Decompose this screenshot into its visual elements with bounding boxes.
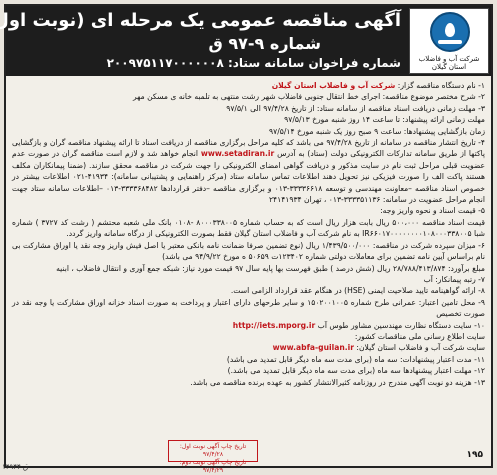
item-10-company: سایت شرکت آب و فاضلاب استان گیلان: www.abfa-guilan.ir [12, 342, 485, 353]
ad-body [12, 80, 485, 432]
item-6-estimate: مبلغ برآورد: ۲۸/۷۸۸/۴۱۳/۸۷۴ ریال (شش درصد ) طبق فهرست بها پایه سال ۹۷ قیمت مورد نیاز: شبکه جمع آوری و انتقال فاضلاب ، ابنیه [12, 263, 485, 274]
item-7: ۷- رتبه پیمانکار: آب [12, 274, 485, 285]
item-10-national: سایت اطلاع رسانی ملی مناقصات کشور: [12, 331, 485, 342]
item-13: ۱۳- هزینه دو نوبت آگهی مندرج در روزنامه کثیرالانتشار کشور به عهده برنده مناقصه می باشد. [12, 377, 485, 388]
item-12: ۱۲- مهلت اعتبار پیشنهادها سه ماه (برای مدت سه ماه دیگر قابل تمدید می باشد.) [12, 365, 485, 376]
ad-header [6, 6, 491, 76]
logo-caption: شرکت آب و فاضلاب استان گیلان [412, 55, 486, 71]
ad-code: ق ۱۴۹۴۴ [2, 463, 28, 471]
item-3-opening: زمان بازگشایی پیشنهادها: ساعت ۹ صبح روز یک شنبه مورخ ۹۷/۵/۱۴ [12, 126, 485, 137]
abfa-link[interactable]: www.abfa-guilan.ir [273, 343, 354, 352]
company-logo [409, 8, 489, 74]
ad-footer [6, 434, 491, 466]
iets-link[interactable]: http://iets.mporg.ir [233, 321, 315, 330]
item-9: ۹- محل تامین اعتبار: عمرانی طرح شماره ۱۵۰۲۰۰۱۰۰۵ و سایر طرحهای دارای اعتبار و پرداخت به صورت اسناد خزانه اوراق مشارکت یا وجه نقد در صورت تخصیص [12, 297, 485, 320]
item-11: ۱۱- مدت اعتبار پیشنهادات: سه ماه (برای مدت سه ماه دیگر قابل تمدید می باشد) [12, 354, 485, 365]
item-3-deadline: مهلت زمانی ارائه پیشنهاد: تا ساعت ۱۴ روز شنبه مورخ ۹۷/۵/۱۳ [12, 114, 485, 125]
tender-number: شماره ۹-۹۷ ق [208, 34, 321, 53]
item-5-details: قیمت اسناد مناقصه ۵۰۰،۰۰۰ ریال بابت هزار ریال است که به حساب شماره ۸۰۰۰۳۳۸۰۰۵ -۰۱۰۸ بانک ملی شعبه محتشم ( رشت کد ۳۷۲۷ ) شماره شبا IR۶۶۰۱۷۰۰۰۰۰۰۰۰۱۰۸۰۰۰۳۳۸۰۰۵ به نام شرکت آب و فاضلاب استان گیلان فقط بصورت الکترونیکی از درگاه سامانه واریز گردد. [12, 217, 485, 240]
item-5: ۵- قیمت اسناد و نحوه واریز وجه: [12, 205, 485, 216]
item-1: ۱- نام دستگاه مناقصه گزار: شرکت آب و فاضلاب استان گیلان [12, 80, 485, 91]
organizer-name: شرکت آب و فاضلاب استان گیلان [272, 81, 396, 90]
water-drop-icon [430, 12, 470, 52]
print-date-stamp: تاریخ چاپ آگهی نوبت اول: ۹۷/۴/۲۸ تاریخ چاپ آگهی نوبت دوم: ۹۷/۴/۲۹ [168, 440, 258, 462]
item-8: ۸- ارائه گواهینامه تایید صلاحیت ایمنی (HSE) در هنگام عقد قرارداد الزامی است. [12, 285, 485, 296]
item-4: ۴- تاریخ انتشار مناقصه در سامانه از تاریخ ۹۷/۴/۲۸ می باشد که کلیه مراحل برگزاری مناقصه از دریافت اسناد تا ارائه پیشنهاد مناقصه گران و بازگشایی پاکتها از طریق سامانه تدارکات الکترونیکی دولت (ستاد) به آدرس www.setadiran.ir انجام خواهد شد و لازم است مناقصه گران در صورت عدم عضویت قبلی مراحل ثبت نام در سایت مذکور و دریافت گواهی امضای الکترونیکی را جهت شرکت در مناقصه محقق سازند. (ضمنا پیمانکاران مکلف هستند پاکت الف را صورت فیزیکی نیز تحویل دهند اطلاعات تماس سامانه ستاد (مرکز راهنمایی و پشتیبانی سامانه): ۴۱۹۳۴-۰۲۱ اطلاعات بیشتر در خصوص اسناد مناقصه –معاونت مهندسی و توسعه ۳۳۳۳۶۶۱۸-۰۱۳ و برگزاری مناقصه –دفتر قراردادها ۳۳۳۳۶۸۴۸۲-۰۱۳ –اطلاعات سامانه ستاد جهت انجام مراحل عضویت در سامانه: ۳۳۳۳۵۱۱۳۶-۰۱۳ ، تهران ۲۴۱۴۱۹۳۴ [12, 137, 485, 205]
item-10: ۱۰- سایت دستگاه نظارت مهندسین مشاور طوس آب http://iets.mporg.ir [12, 320, 485, 331]
ad-title: آگهی مناقصه عمومی یک مرحله ای (نوبت اول) [0, 10, 401, 31]
item-3: ۳- مهلت زمانی دریافت اسناد مناقصه از سامانه ستاد: از تاریخ ۹۷/۴/۲۸ الی ۹۷/۵/۱ [12, 103, 485, 114]
newspaper-advertisement [4, 4, 493, 468]
setad-call-number: شماره فراخوان سامانه ستاد: ۲۰۰۹۷۵۱۱۷۰۰۰۰۰۰۸ [107, 56, 401, 70]
item-2: ۲- شرح مختصر موضوع مناقصه: اجرای خط انتقال جنوبی فاضلاب شهر رشت منتهی به تلمبه خانه ی مسکن مهر [12, 91, 485, 102]
page-number: ۱۹۵ [467, 450, 483, 460]
item-6: ۶- میزان سپرده شرکت در مناقصه: ۱/۴۳۹/۵۰۰/۰۰۰ ریال (نوع تضمین صرفا ضمانت نامه بانکی معتبر یا اصل فیش واریز وجه نقد یا اوراق مشارکت بی نام براساس آیین نامه تضمین برای معاملات دولتی شماره ۱۲۳۴۰۲ت ۵۰۶۵۹ ه مورخ ۹۴/۹/۲۲ می باشد) [12, 240, 485, 263]
setad-link[interactable]: www.setadiran.ir [201, 149, 274, 158]
